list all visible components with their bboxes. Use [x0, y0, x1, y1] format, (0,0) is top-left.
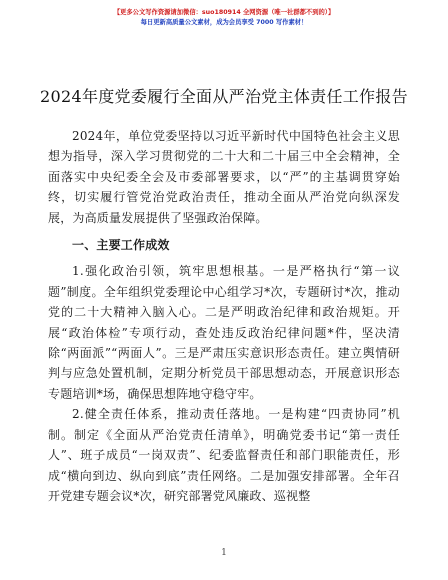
document-body: [48, 126, 400, 506]
intro-paragraph: 2024年，单位党委坚持以习近平新时代中国特色社会主义思想为指导，深入学习贯彻党的二十大和二十届三中全会精神，全面落实中央纪委全会及市委部署要求，以“严”的主基调贯穿始终，切实履行管党治党政治责任，推动全面从严治党向纵深发展，为高质量发展提供了坚强政治保障。: [48, 129, 400, 225]
body-paragraph-1: 1.强化政治引领，筑牢思想根基。一是严格执行“第一议题”制度。全年组织党委理论中心组学习*次，专题研讨*次，推动党的二十大精神入脑入心。二是严明政治纪律和政治规矩。开展“政治体检”专项行动，查处违反政治纪律问题*件，坚决清除“两面派”“两面人”。三是严肃压实意识形态责任。建立舆情研判与应急处置机制，定期分析党员干部思想动态，开展意识形态专题培训*场，确保思想阵地守稳守牢。: [48, 264, 400, 401]
promo-banner-line2: 每日更新高质量公文素材，成为会员享受 7000 写作素材！: [140, 19, 308, 26]
section-heading: 一、主要工作成效: [72, 238, 170, 253]
page-number: 1: [221, 548, 227, 558]
document-title: 2024年度党委履行全面从严治党主体责任工作报告: [40, 87, 408, 106]
promo-banner: [0, 8, 448, 28]
body-paragraph-2: 2.健全责任体系，推动责任落地。一是构建“四责协同”机制。制定《全面从严治党责任清单》，明确党委书记“第一责任人”、班子成员“一岗双责”、纪委监督责任和部门职能责任，形成“横向到边、纵向到底”责任网络。二是加强安排部署。全年召开党建专题会议*次，研究部署党风廉政、巡视整: [48, 407, 400, 503]
promo-banner-line1: 【更多公文写作资源请加微信：suo180914 全网资源（唯一社群都不到的）】: [113, 9, 335, 16]
